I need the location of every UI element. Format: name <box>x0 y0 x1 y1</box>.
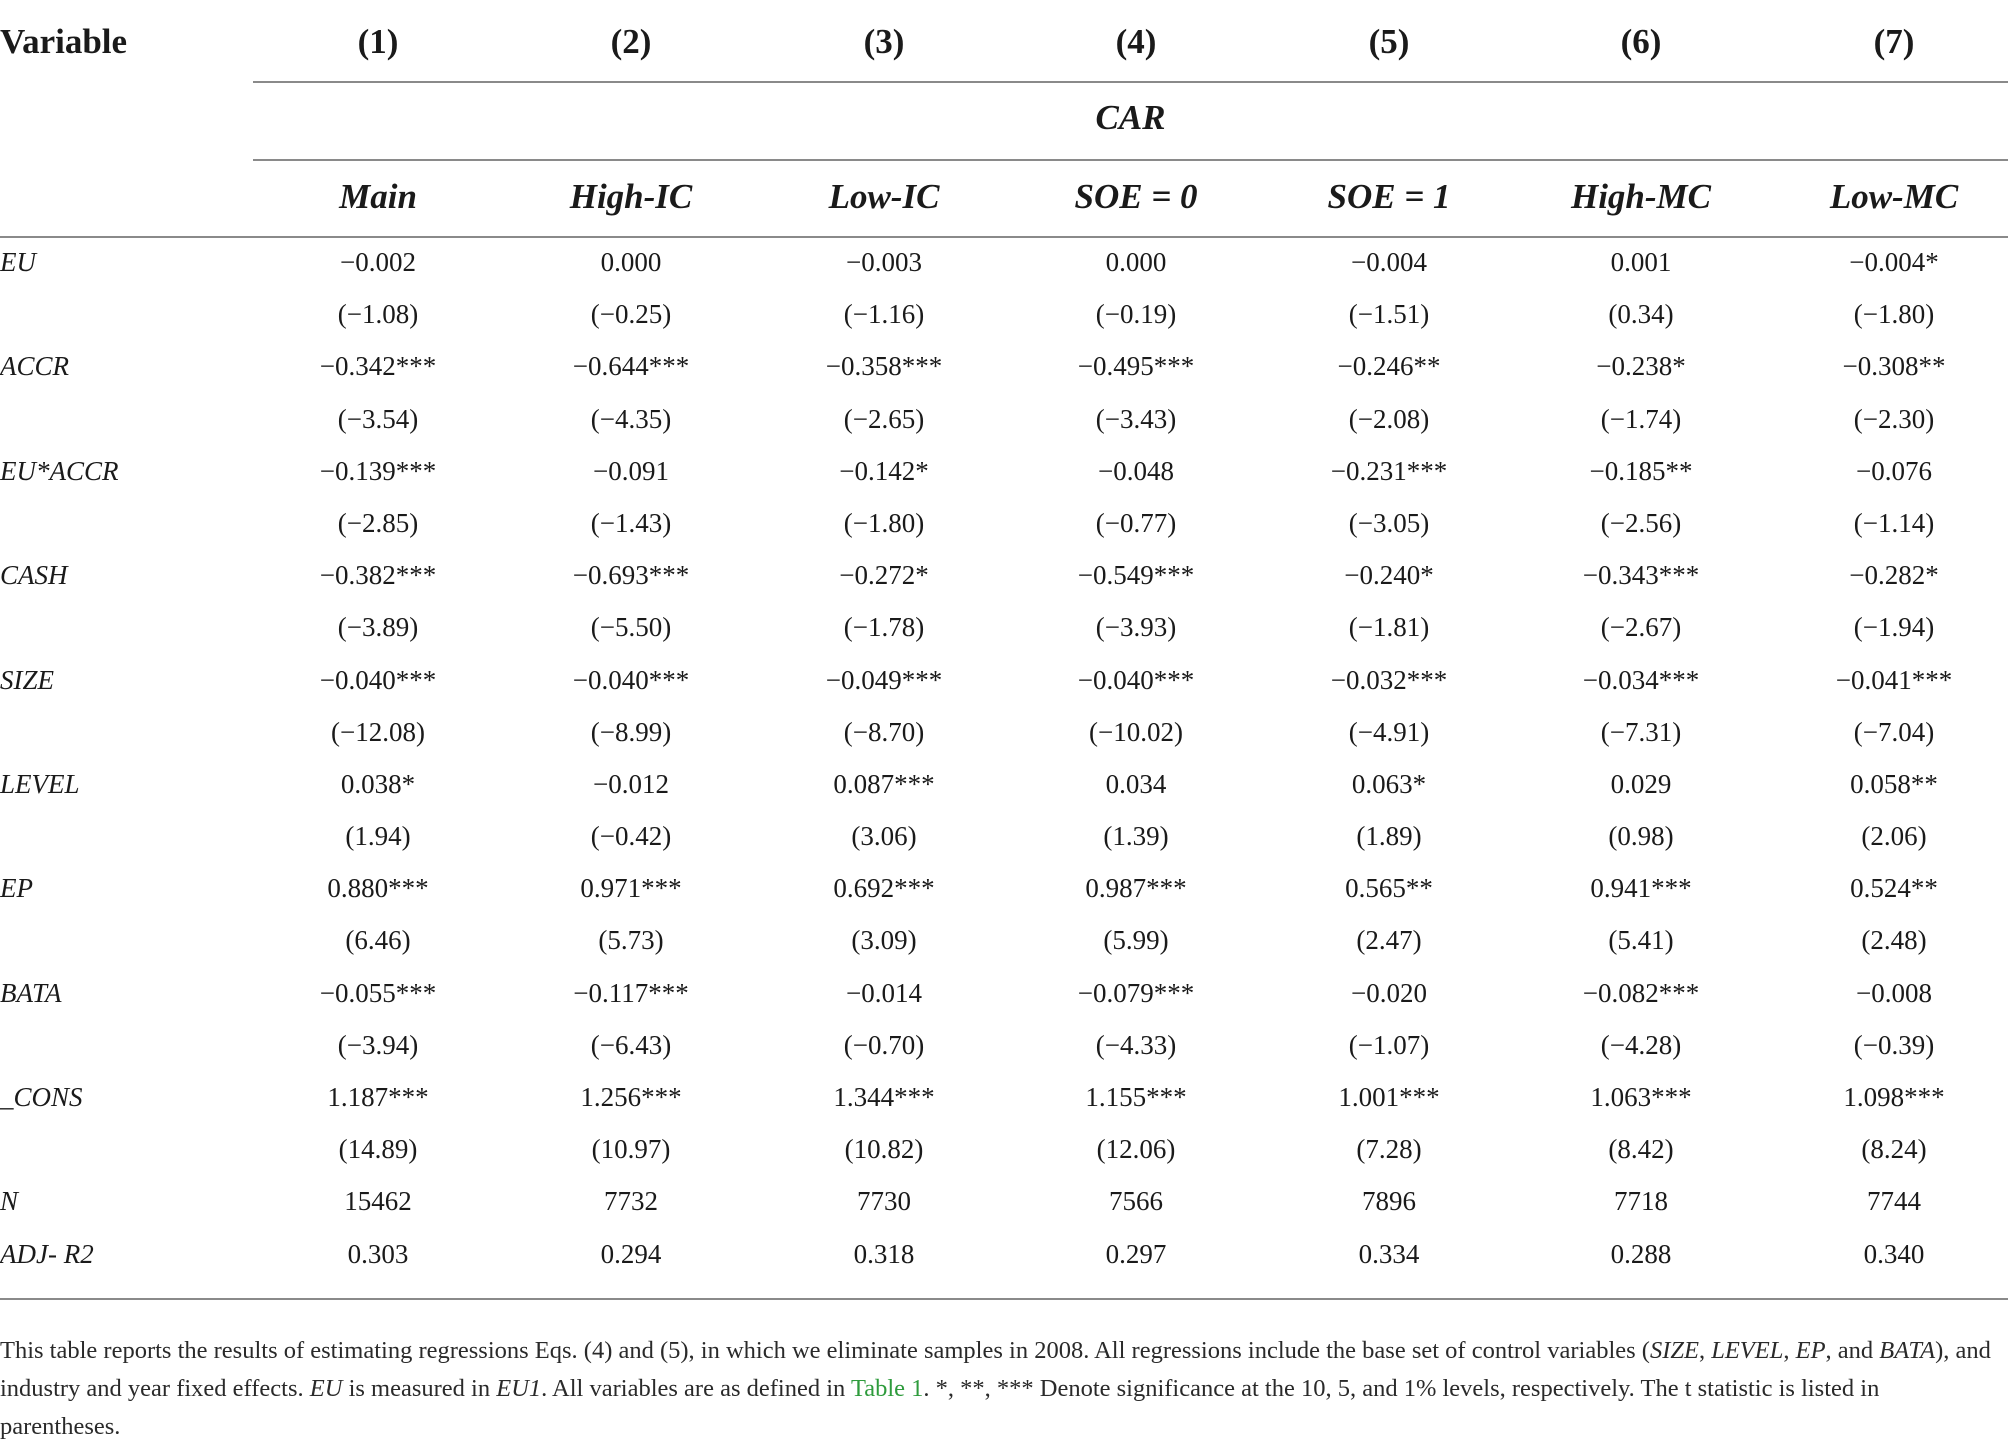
table-cell: 1.063*** <box>1590 1082 1692 1112</box>
table-cell: −0.644*** <box>572 351 690 382</box>
table-cell: (−5.50) <box>590 612 672 643</box>
table-cell: −0.091 <box>593 455 669 486</box>
table-cell: (5.99) <box>1103 925 1169 956</box>
table-cell: (14.89) <box>338 1134 418 1165</box>
note-var-eu: EU <box>309 1375 343 1402</box>
note-var-bata: BATA <box>1879 1337 1936 1364</box>
table-cell: (−4.33) <box>1095 1029 1177 1060</box>
variable-header: Variable <box>0 22 128 61</box>
table-cell: 0.000 <box>1105 247 1167 277</box>
table-cell: (−1.74) <box>1600 403 1682 434</box>
table-cell: (−3.93) <box>1095 612 1177 643</box>
table-cell: (1.39) <box>1103 821 1169 852</box>
table-cell: 1.344*** <box>833 1082 935 1112</box>
table-cell: 0.038* <box>340 768 416 799</box>
table-cell: −0.003 <box>846 247 922 277</box>
table-row <box>0 973 2008 1025</box>
body-top-rule <box>0 236 2008 238</box>
column-number-7: (7) <box>1873 22 1915 61</box>
table-body <box>0 242 2008 1286</box>
table-cell: (−8.70) <box>843 716 925 747</box>
table-cell: (−4.28) <box>1600 1029 1682 1060</box>
table-row <box>0 1077 2008 1129</box>
table-cell: (−7.31) <box>1600 716 1682 747</box>
table-cell: 1.256*** <box>580 1082 682 1112</box>
table-row <box>0 1025 2008 1077</box>
table-cell: 0.034 <box>1105 768 1167 799</box>
table-row <box>0 816 2008 868</box>
table-cell: (−1.14) <box>1853 507 1935 538</box>
table-cell: 0.340 <box>1863 1238 1925 1269</box>
table-cell: −0.040*** <box>572 664 690 695</box>
table-cell: 0.297 <box>1105 1238 1167 1269</box>
note-text-1: This table reports the results of estimating regressions Eqs. (4) and (5), in which we eliminate samples in 2008. All regressions include the base set of control variables ( <box>0 1337 1650 1364</box>
table-cell: −0.117*** <box>573 977 689 1008</box>
table-cell: (−10.02) <box>1089 716 1183 747</box>
table-cell: 0.087*** <box>833 768 935 799</box>
table-cell: −0.246** <box>1337 351 1441 382</box>
table-cell: (1.89) <box>1356 821 1422 852</box>
table-cell: 15462 <box>344 1186 412 1217</box>
table-cell: 7730 <box>857 1186 911 1217</box>
dependent-variable-label: CAR <box>1095 98 1166 137</box>
table-bottom-rule <box>0 1298 2008 1300</box>
table-cell: 0.029 <box>1610 768 1672 799</box>
table-cell: (−0.19) <box>1095 299 1177 330</box>
table-row <box>0 1129 2008 1181</box>
table-row <box>0 868 2008 920</box>
table-cell: (−2.65) <box>843 403 925 434</box>
table-cell: (5.73) <box>598 925 664 956</box>
table-note <box>0 1332 2000 1446</box>
table-cell: (−3.94) <box>337 1029 419 1060</box>
row-variable-name: CASH <box>0 560 68 591</box>
table-cell: (−1.16) <box>843 299 925 330</box>
table-cell: −0.272* <box>839 560 929 591</box>
table-cell: (−2.30) <box>1853 403 1935 434</box>
table-cell: −0.034*** <box>1582 664 1700 695</box>
table-cell: −0.308** <box>1842 351 1946 382</box>
table-cell: (−3.43) <box>1095 403 1177 434</box>
note-var-eu1: EU1 <box>496 1375 542 1402</box>
table-cell: −0.343*** <box>1582 560 1700 591</box>
table-cell: (−3.05) <box>1348 507 1430 538</box>
table-cell: (−0.42) <box>590 821 672 852</box>
table-cell: (−1.78) <box>843 612 925 643</box>
table-cell: (2.06) <box>1861 821 1927 852</box>
table-cell: (5.41) <box>1608 925 1674 956</box>
table-cell: 0.303 <box>347 1238 409 1269</box>
column-number-4: (4) <box>1115 22 1157 61</box>
table-cell: −0.282* <box>1849 560 1939 591</box>
table-cell: 1.155*** <box>1085 1082 1187 1112</box>
table-cell: −0.549*** <box>1077 560 1195 591</box>
table-row <box>0 399 2008 451</box>
table-cell: 0.880*** <box>327 873 429 904</box>
table-cell: −0.358*** <box>825 351 943 382</box>
table-cell: 0.565** <box>1345 873 1433 904</box>
table-cell: (−2.08) <box>1348 403 1430 434</box>
column-label-6: High-MC <box>1570 177 1712 216</box>
table-cell: (3.06) <box>851 821 917 852</box>
table-cell: 7566 <box>1109 1186 1163 1217</box>
table-cell: −0.004* <box>1849 247 1939 277</box>
table-cell: (8.24) <box>1861 1134 1927 1165</box>
table-row <box>0 555 2008 607</box>
row-variable-name: SIZE <box>0 664 54 695</box>
table-cell: (−7.04) <box>1853 716 1935 747</box>
table-cell: 7896 <box>1362 1186 1416 1217</box>
table-cell: (−1.43) <box>590 507 672 538</box>
table-row <box>0 503 2008 555</box>
note-comma-2: , <box>1783 1337 1796 1364</box>
table-cell: (1.94) <box>345 821 411 852</box>
note-text-2: , and <box>1825 1337 1880 1364</box>
table-cell: −0.004 <box>1351 247 1427 277</box>
column-label-7: Low-MC <box>1829 177 1959 216</box>
table-cell: (6.46) <box>345 925 411 956</box>
table-cell: −0.495*** <box>1077 351 1195 382</box>
table-cell: (−6.43) <box>590 1029 672 1060</box>
table-cell: 0.971*** <box>580 873 682 904</box>
table-cell: 0.063* <box>1351 768 1427 799</box>
column-number-6: (6) <box>1620 22 1662 61</box>
row-variable-name: ACCR <box>0 351 70 382</box>
note-comma-1: , <box>1698 1337 1712 1364</box>
table-cell: −0.040*** <box>1077 664 1195 695</box>
table-cell: (−4.91) <box>1348 716 1430 747</box>
table-cell: (2.47) <box>1356 925 1422 956</box>
table-cell: −0.082*** <box>1582 977 1700 1008</box>
table-cell: (−1.08) <box>337 299 419 330</box>
table-cell: 0.058** <box>1850 768 1938 799</box>
table-cell: −0.020 <box>1351 977 1427 1008</box>
table-cell: (10.82) <box>844 1134 924 1165</box>
table-cell: −0.231*** <box>1330 455 1448 486</box>
table-cell: −0.012 <box>593 768 669 799</box>
note-text-3: ), and industry and year fixed effects. <box>0 1337 1991 1402</box>
table-cell: 7744 <box>1867 1186 1921 1217</box>
note-text-6: . *, **, *** Denote significance at the 10, 5, and 1% levels, respectively. The t statistic is listed in parentheses. <box>0 1375 1880 1440</box>
column-number-2: (2) <box>610 22 652 61</box>
table-cell: 1.187*** <box>327 1082 429 1112</box>
note-var-level: LEVEL <box>1711 1337 1784 1364</box>
table-cell: 0.692*** <box>833 873 935 904</box>
table-cell: −0.185** <box>1589 455 1693 486</box>
table-cell: 0.000 <box>600 247 662 277</box>
table-cell: −0.342*** <box>319 351 437 382</box>
table-cell: −0.040*** <box>319 664 437 695</box>
table-cell: 7732 <box>604 1186 658 1217</box>
table-row <box>0 660 2008 712</box>
table-cell: (−1.80) <box>1853 299 1935 330</box>
table-cell: −0.041*** <box>1835 664 1953 695</box>
table-row <box>0 294 2008 346</box>
row-variable-name: EU <box>0 247 36 277</box>
table-cell: (−0.39) <box>1853 1029 1935 1060</box>
table-cell: (−1.51) <box>1348 299 1430 330</box>
table-cell: (8.42) <box>1608 1134 1674 1165</box>
table-cell: −0.048 <box>1098 455 1174 486</box>
row-variable-name: LEVEL <box>0 768 80 799</box>
table-1-link[interactable]: Table 1 <box>850 1375 924 1402</box>
table-cell: (−3.54) <box>337 403 419 434</box>
table-cell: −0.382*** <box>319 560 437 591</box>
table-cell: 7718 <box>1614 1186 1668 1217</box>
table-cell: −0.008 <box>1856 977 1932 1008</box>
row-variable-name: EU*ACCR <box>0 455 119 486</box>
column-number-1: (1) <box>357 22 399 61</box>
table-cell: 0.294 <box>600 1238 662 1269</box>
column-label-2: High-IC <box>569 177 693 216</box>
table-cell: (−2.67) <box>1600 612 1682 643</box>
table-cell: (−2.56) <box>1600 507 1682 538</box>
table-cell: (0.98) <box>1608 821 1674 852</box>
row-variable-name: N <box>0 1186 19 1217</box>
row-variable-name: EP <box>0 873 33 904</box>
table-cell: (−3.89) <box>337 612 419 643</box>
row-variable-name: ADJ- R2 <box>0 1238 94 1269</box>
table-row <box>0 607 2008 659</box>
table-cell: (3.09) <box>851 925 917 956</box>
table-cell: 0.001 <box>1610 247 1672 277</box>
note-var-size: SIZE <box>1649 1337 1699 1364</box>
table-cell: (−1.80) <box>843 507 925 538</box>
table-cell: (2.48) <box>1861 925 1927 956</box>
table-cell: 0.288 <box>1610 1238 1672 1269</box>
note-var-ep: EP <box>1795 1337 1826 1364</box>
row-variable-name: BATA <box>0 977 62 1008</box>
table-cell: −0.002 <box>340 247 416 277</box>
header-rule <box>253 81 2008 83</box>
table-cell: −0.240* <box>1344 560 1434 591</box>
table-cell: (−12.08) <box>331 716 425 747</box>
table-cell: (7.28) <box>1356 1134 1422 1165</box>
table-cell: −0.142* <box>839 455 929 486</box>
table-cell: −0.076 <box>1856 455 1932 486</box>
table-row <box>0 242 2008 294</box>
table-cell: −0.139*** <box>319 455 437 486</box>
table-cell: (−1.07) <box>1348 1029 1430 1060</box>
column-label-5: SOE = 1 <box>1327 177 1451 216</box>
table-cell: −0.055*** <box>319 977 437 1008</box>
table-cell: (10.97) <box>591 1134 671 1165</box>
table-cell: −0.014 <box>846 977 922 1008</box>
note-text-4: is measured in <box>342 1375 497 1402</box>
table-row <box>0 346 2008 398</box>
note-text-5: . All variables are as defined in <box>541 1375 851 1402</box>
table-cell: −0.079*** <box>1077 977 1195 1008</box>
table-cell: (−0.25) <box>590 299 672 330</box>
table-row <box>0 1181 2008 1233</box>
table-cell: −0.693*** <box>572 560 690 591</box>
table-cell: 1.098*** <box>1843 1082 1945 1112</box>
table-cell: −0.032*** <box>1330 664 1448 695</box>
table-cell: 0.941*** <box>1590 873 1692 904</box>
table-cell: (−1.94) <box>1853 612 1935 643</box>
table-cell: (−0.70) <box>843 1029 925 1060</box>
table-row <box>0 712 2008 764</box>
table-row <box>0 451 2008 503</box>
column-number-5: (5) <box>1368 22 1410 61</box>
table-cell: (12.06) <box>1096 1134 1176 1165</box>
table-cell: 1.001*** <box>1338 1082 1440 1112</box>
table-cell: (0.34) <box>1608 299 1674 330</box>
table-row <box>0 764 2008 816</box>
column-number-3: (3) <box>863 22 905 61</box>
table-cell: −0.238* <box>1596 351 1686 382</box>
column-label-4: SOE = 0 <box>1074 177 1198 216</box>
table-cell: 0.524** <box>1850 873 1938 904</box>
table-cell: (−4.35) <box>590 403 672 434</box>
table-cell: (−8.99) <box>590 716 672 747</box>
table-cell: −0.049*** <box>825 664 943 695</box>
table-cell: (−0.77) <box>1095 507 1177 538</box>
column-label-3: Low-IC <box>828 177 940 216</box>
table-cell: (−1.81) <box>1348 612 1430 643</box>
table-cell: (−2.85) <box>337 507 419 538</box>
table-row <box>0 1234 2008 1286</box>
table-cell: 0.318 <box>853 1238 915 1269</box>
table-cell: 0.987*** <box>1085 873 1187 904</box>
table-cell: 0.334 <box>1358 1238 1420 1269</box>
column-label-1: Main <box>339 177 417 216</box>
table-row <box>0 920 2008 972</box>
subheader-rule <box>253 159 2008 161</box>
row-variable-name: _CONS <box>0 1082 83 1112</box>
